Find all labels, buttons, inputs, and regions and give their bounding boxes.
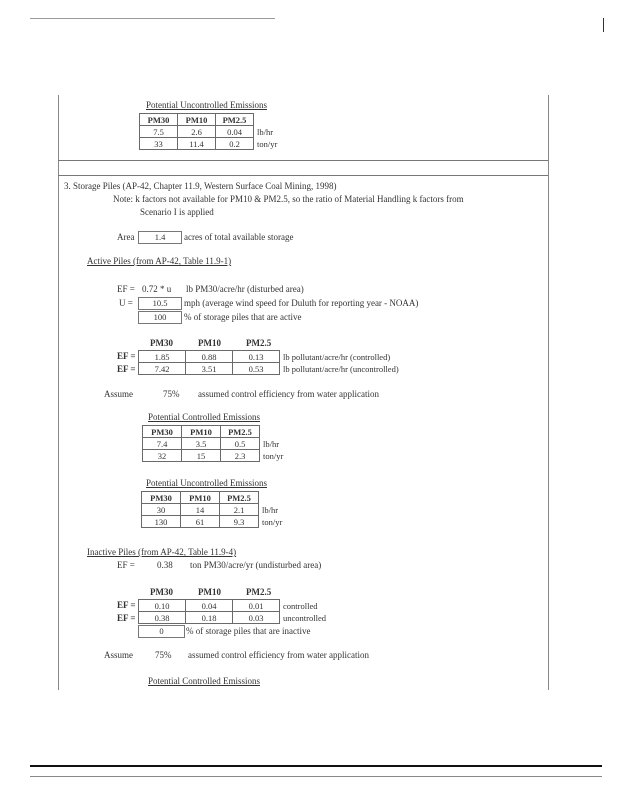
factor-header: PM2.5 — [246, 587, 272, 597]
active-ef-formula: 0.72 * u — [142, 284, 172, 294]
table-cell: 61 — [181, 516, 220, 528]
active-pct-desc: % of storage piles that are active — [184, 312, 302, 322]
col-header: PM30 — [142, 492, 181, 504]
active-assume-value: 75% — [163, 389, 180, 399]
unit-label: ton/yr — [262, 516, 283, 527]
table-cell: 15 — [182, 450, 221, 462]
table-cell: 0.03 — [233, 612, 280, 624]
col-header: PM2.5 — [220, 492, 259, 504]
bottom-thin-line — [30, 776, 602, 777]
page-border-right — [548, 95, 549, 690]
table-cell: 0.38 — [139, 612, 186, 624]
unit-label: lb/hr — [262, 504, 279, 515]
ef-row-desc: controlled — [283, 600, 318, 611]
area-value: 1.4 — [138, 231, 182, 244]
table-cell: 7.42 — [139, 363, 186, 375]
ef-row-label: EF = — [117, 600, 136, 610]
table-cell: 0.13 — [233, 351, 280, 363]
section-divider-bottom — [58, 175, 548, 176]
table-cell: 30 — [142, 504, 181, 516]
active-ef-desc: lb PM30/acre/hr (disturbed area) — [186, 284, 304, 294]
section3-note-line2: Scenario I is applied — [140, 207, 214, 217]
ef-row-desc: lb pollutant/acre/hr (uncontrolled) — [283, 363, 399, 374]
col-header: PM30 — [140, 114, 178, 126]
ef-row-label: EF = — [117, 351, 136, 361]
table-cell: 3.5 — [182, 438, 221, 450]
wind-speed-value: 10.5 — [138, 297, 182, 310]
factor-header: PM2.5 — [246, 338, 272, 348]
table-cell: 0.88 — [186, 351, 233, 363]
wind-speed-label: U = — [119, 298, 133, 308]
right-edge-mark — [603, 18, 604, 32]
ef-row-label: EF = — [117, 364, 136, 374]
table-cell: 0.53 — [233, 363, 280, 375]
table-cell: 1.85 — [139, 351, 186, 363]
table-cell: 0.04 — [216, 126, 254, 138]
section3-note-line1: Note: k factors not available for PM10 & PM2.5, so the ratio of Material Handling k factors from — [113, 194, 464, 204]
table-cell: 0.5 — [221, 438, 260, 450]
inactive-ef-table — [138, 599, 326, 624]
active-uncontrolled-table — [141, 491, 283, 528]
top-scan-line — [30, 18, 275, 19]
table-cell: 0.18 — [186, 612, 233, 624]
inactive-ef-label: EF = — [117, 560, 135, 570]
active-ef-table — [138, 350, 399, 375]
active-assume-desc: assumed control efficiency from water application — [198, 389, 380, 399]
table-cell: 2.6 — [178, 126, 216, 138]
unit-label: ton/yr — [257, 138, 278, 149]
factor-header: PM30 — [150, 587, 173, 597]
bottom-thick-line — [30, 765, 602, 767]
unit-label: lb/hr — [263, 438, 280, 449]
inactive-assume-desc: assumed control efficiency from water application — [188, 650, 370, 660]
inactive-controlled-title: Potential Controlled Emissions — [148, 676, 260, 686]
s1-uncontrolled-table — [139, 113, 278, 150]
inactive-piles-heading: Inactive Piles (from AP-42, Table 11.9-4) — [87, 547, 237, 557]
section-divider-top — [58, 160, 548, 161]
table-cell: 0.2 — [216, 138, 254, 150]
table-cell: 0.01 — [233, 600, 280, 612]
area-label: Area — [117, 232, 135, 242]
table-cell: 32 — [143, 450, 182, 462]
active-ef-label: EF = — [117, 284, 135, 294]
col-header: PM10 — [182, 426, 221, 438]
page-border-left — [58, 95, 59, 690]
col-header: PM2.5 — [221, 426, 260, 438]
inactive-pct-desc: % of storage piles that are inactive — [186, 626, 311, 636]
table-cell: 3.51 — [186, 363, 233, 375]
inactive-ef-desc: ton PM30/acre/yr (undisturbed area) — [190, 560, 322, 570]
table-cell: 7.4 — [143, 438, 182, 450]
active-pct-value: 100 — [138, 311, 182, 324]
wind-speed-desc: mph (average wind speed for Duluth for reporting year - NOAA) — [184, 298, 419, 308]
active-assume-label: Assume — [104, 389, 133, 399]
active-controlled-table — [142, 425, 284, 462]
inactive-assume-value: 75% — [155, 650, 172, 660]
col-header: PM10 — [178, 114, 216, 126]
table-cell: 0.04 — [186, 600, 233, 612]
table-cell: 33 — [140, 138, 178, 150]
inactive-ef-value: 0.38 — [157, 560, 173, 570]
unit-label: lb/hr — [257, 126, 274, 137]
col-header: PM2.5 — [216, 114, 254, 126]
factor-header: PM10 — [198, 587, 221, 597]
table-cell: 11.4 — [178, 138, 216, 150]
inactive-assume-label: Assume — [104, 650, 133, 660]
col-header: PM30 — [143, 426, 182, 438]
inactive-pct-value: 0 — [138, 625, 185, 638]
active-uncontrolled-title: Potential Uncontrolled Emissions — [146, 478, 267, 488]
ef-row-desc: lb pollutant/acre/hr (controlled) — [283, 351, 391, 362]
table-cell: 7.5 — [140, 126, 178, 138]
col-header: PM10 — [181, 492, 220, 504]
factor-header: PM30 — [150, 338, 173, 348]
area-desc: acres of total available storage — [184, 232, 294, 242]
unit-label: ton/yr — [263, 450, 284, 461]
ef-row-desc: uncontrolled — [283, 612, 326, 623]
ef-row-label: EF = — [117, 613, 136, 623]
table-cell: 0.10 — [139, 600, 186, 612]
table-cell: 9.3 — [220, 516, 259, 528]
s1-uncontrolled-title: Potential Uncontrolled Emissions — [146, 100, 267, 110]
table-cell: 2.3 — [221, 450, 260, 462]
active-controlled-title: Potential Controlled Emissions — [148, 412, 260, 422]
factor-header: PM10 — [198, 338, 221, 348]
section3-heading: 3. Storage Piles (AP-42, Chapter 11.9, Western Surface Coal Mining, 1998) — [64, 181, 337, 191]
table-cell: 130 — [142, 516, 181, 528]
table-cell: 2.1 — [220, 504, 259, 516]
active-piles-heading: Active Piles (from AP-42, Table 11.9-1) — [87, 256, 232, 266]
table-cell: 14 — [181, 504, 220, 516]
